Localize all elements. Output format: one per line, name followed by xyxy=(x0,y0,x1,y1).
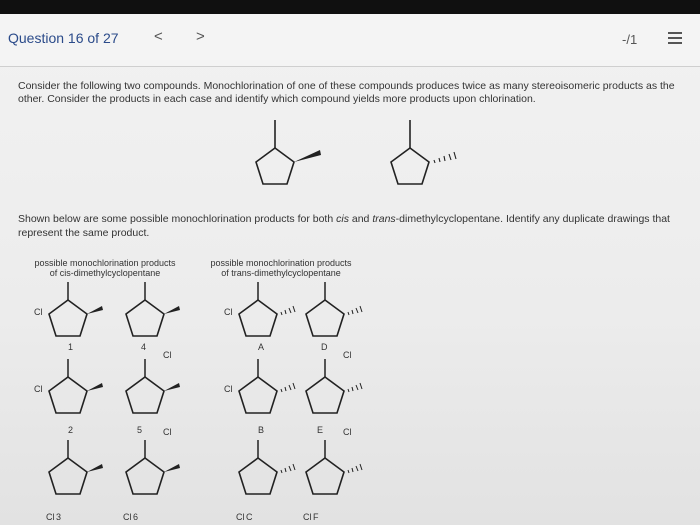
hash-bond xyxy=(281,306,295,315)
chlorine-label: Cl xyxy=(303,512,312,522)
product-cis-1[interactable] xyxy=(34,282,103,352)
chlorine-label: Cl xyxy=(343,427,352,437)
product-number-label: D xyxy=(321,342,328,352)
instructions-text-a: Shown below are some possible monochlorination products for both xyxy=(18,213,337,225)
product-trans-C[interactable] xyxy=(236,440,295,522)
hash-bond xyxy=(281,464,295,473)
product-number-label: 6 xyxy=(133,512,139,522)
chevron-right-icon[interactable]: > xyxy=(196,28,205,45)
product-trans-A[interactable] xyxy=(224,282,295,352)
chlorine-label: Cl xyxy=(163,350,172,360)
cyclopentane-ring xyxy=(306,377,344,413)
cyclopentane-ring xyxy=(306,300,344,336)
trans-dimethylcyclopentane-structure xyxy=(391,120,456,184)
product-number-label: 4 xyxy=(141,342,147,352)
hash-bond xyxy=(348,383,362,392)
hash-bond xyxy=(281,383,295,392)
instructions-text-b: and xyxy=(348,213,373,225)
question-title: Question 16 of 27 xyxy=(8,30,119,46)
chlorine-label: Cl xyxy=(224,307,233,317)
wedge-bond xyxy=(164,464,180,472)
product-trans-B[interactable] xyxy=(224,359,295,435)
instructions-trans: trans xyxy=(372,213,396,225)
chevron-left-icon[interactable]: < xyxy=(154,28,163,45)
product-number-label: F xyxy=(313,512,319,522)
wedge-bond xyxy=(87,464,103,472)
cyclopentane-ring xyxy=(239,458,277,494)
cis-heading-line2: of cis-dimethylcyclopentane xyxy=(49,268,161,278)
chlorine-label: Cl xyxy=(34,307,43,317)
chlorine-label: Cl xyxy=(34,384,43,394)
product-trans-E[interactable] xyxy=(306,359,362,437)
product-number-label: 3 xyxy=(56,512,62,522)
wedge-bond xyxy=(164,306,180,314)
trans-heading-line1: possible monochlorination products xyxy=(210,258,352,268)
cis-heading-line1: possible monochlorination products xyxy=(34,258,176,268)
chlorine-label: Cl xyxy=(46,512,55,522)
hash-bond xyxy=(348,306,362,315)
wedge-bond xyxy=(87,383,103,391)
chlorine-label: Cl xyxy=(123,512,132,522)
product-cis-3[interactable] xyxy=(46,440,103,522)
cyclopentane-ring xyxy=(49,377,87,413)
product-trans-D[interactable] xyxy=(306,282,362,360)
cyclopentane-ring xyxy=(126,458,164,494)
cyclopentane-ring xyxy=(126,300,164,336)
chlorine-label: Cl xyxy=(163,427,172,437)
products-grid xyxy=(34,282,362,522)
cyclopentane-ring xyxy=(306,458,344,494)
trans-heading-line2: of trans-dimethylcyclopentane xyxy=(221,268,341,278)
product-cis-5[interactable] xyxy=(126,359,180,437)
product-number-label: C xyxy=(246,512,253,522)
product-cis-6[interactable] xyxy=(123,440,180,522)
chlorine-label: Cl xyxy=(343,350,352,360)
cyclopentane-ring xyxy=(49,300,87,336)
instructions-cis: cis xyxy=(336,213,349,225)
cyclopentane-ring xyxy=(49,458,87,494)
product-number-label: 5 xyxy=(137,425,143,435)
question-prompt: Consider the following two compounds. Monochlorination of one of these compounds produces twice as many stereoisomeric products as the other. Consider the products in each case and identify which compound yields more products upon chlorination. xyxy=(18,80,675,105)
score-indicator: -/1 xyxy=(622,32,638,47)
wedge-bond xyxy=(164,383,180,391)
cyclopentane-ring xyxy=(239,300,277,336)
product-trans-F[interactable] xyxy=(303,440,362,522)
chlorine-label: Cl xyxy=(224,384,233,394)
cyclopentane-ring xyxy=(239,377,277,413)
product-cis-2[interactable] xyxy=(34,359,103,435)
chlorine-label: Cl xyxy=(236,512,245,522)
instructions-text-c: -dimethylcyclopentane. Identify any duplicate drawings that represent the same product. xyxy=(18,213,670,239)
product-number-label: E xyxy=(317,425,324,435)
wedge-bond xyxy=(87,306,103,314)
product-number-label: 2 xyxy=(68,425,74,435)
cyclopentane-ring xyxy=(126,377,164,413)
cis-dimethylcyclopentane-structure xyxy=(256,120,321,184)
product-cis-4[interactable] xyxy=(126,282,180,360)
product-number-label: 1 xyxy=(68,342,74,352)
product-number-label: A xyxy=(258,342,265,352)
hash-bond xyxy=(348,464,362,473)
product-number-label: B xyxy=(258,425,265,435)
